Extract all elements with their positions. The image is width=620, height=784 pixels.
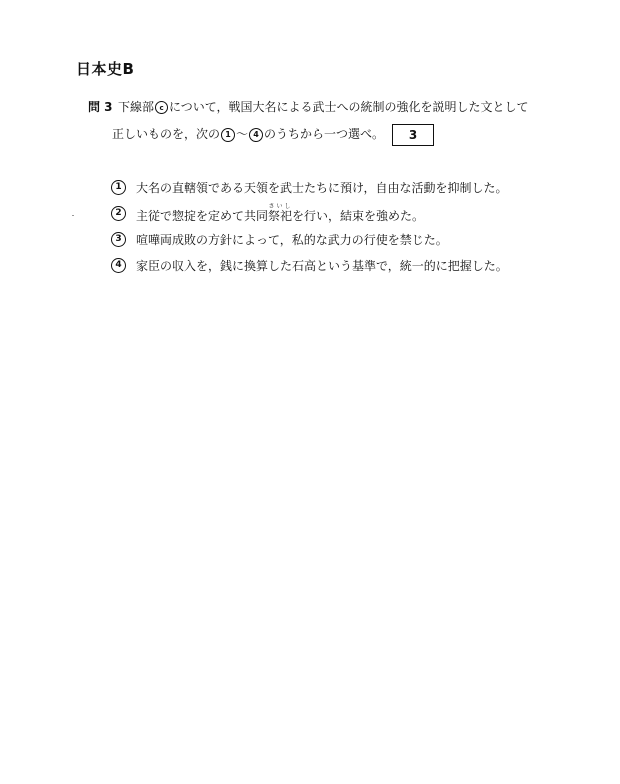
ruby-reading: さいし bbox=[268, 202, 293, 210]
choice-1-marker: 1 bbox=[111, 180, 126, 195]
choice-4 bbox=[110, 252, 508, 278]
question-number: 問 3 bbox=[88, 100, 113, 114]
choice-list bbox=[110, 174, 508, 278]
answer-number-box: 3 bbox=[392, 124, 434, 146]
choice-2-text bbox=[136, 203, 424, 224]
choice-4-marker: 4 bbox=[111, 258, 126, 273]
range-separator: 〜 bbox=[236, 127, 249, 141]
choice-3-text: 喧嘩両成敗の方針によって，私的な武力の行使を禁じた。 bbox=[136, 232, 448, 247]
choice-1 bbox=[110, 174, 508, 200]
question-text-part: 正しいものを，次の bbox=[112, 127, 221, 141]
question-text-part: のうちから一つ選べ。 bbox=[264, 127, 385, 141]
choice-3-marker: 3 bbox=[111, 232, 126, 247]
question-line-1 bbox=[88, 96, 529, 118]
choice-2-text-before: 主従で惣掟を定めて共同 bbox=[136, 208, 269, 223]
subject-title: 日本史B bbox=[76, 60, 135, 78]
underline-marker-c: c bbox=[155, 101, 168, 114]
question-text-part: について，戦国大名による武士への統制の強化を説明した文として bbox=[169, 100, 529, 114]
choice-4-text: 家臣の収入を，銭に換算した石高という基準で，統一的に把握した。 bbox=[136, 258, 508, 273]
question-block bbox=[88, 96, 529, 146]
range-start-marker: 1 bbox=[221, 128, 235, 142]
choice-2-text-after: を行い，結束を強めた。 bbox=[292, 208, 425, 223]
ruby-base: 祭祀 bbox=[268, 208, 293, 223]
scan-speck bbox=[72, 215, 74, 216]
choice-3 bbox=[110, 226, 508, 252]
choice-1-text: 大名の直轄領である天領を武士たちに預け，自由な活動を抑制した。 bbox=[136, 180, 508, 195]
choice-2 bbox=[110, 200, 508, 226]
choice-2-marker: 2 bbox=[111, 206, 126, 221]
question-line-2 bbox=[88, 123, 529, 146]
question-text-part: 下線部 bbox=[118, 100, 155, 114]
furigana-saishi bbox=[268, 202, 293, 223]
range-end-marker: 4 bbox=[249, 128, 263, 142]
